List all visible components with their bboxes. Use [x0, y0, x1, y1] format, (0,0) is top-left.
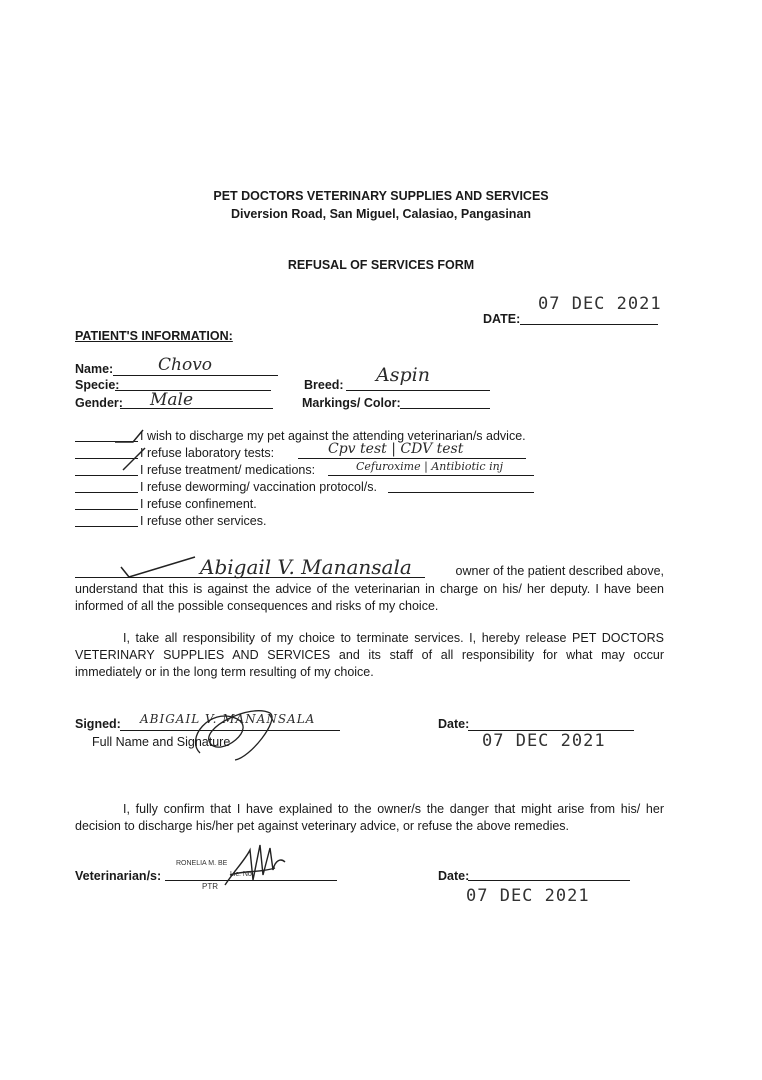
lab-tests-written: Cpv test | CDV test	[328, 441, 464, 457]
date-label: DATE:	[483, 312, 521, 326]
breed-value: Aspin	[376, 364, 430, 386]
lab-tests-line	[298, 458, 526, 459]
refusal-item-3: I refuse treatment/ medications:	[140, 463, 316, 477]
veterinarian-label: Veterinarian/s:	[75, 869, 162, 883]
form-title: REFUSAL OF SERVICES FORM	[287, 258, 475, 272]
vet-stamp-ptr: PTR	[202, 882, 218, 891]
veterinarian-signature-icon	[215, 840, 290, 895]
treatment-line	[328, 475, 534, 476]
breed-label: Breed:	[304, 378, 344, 392]
signed-date-value: 07 DEC 2021	[482, 731, 606, 751]
treatment-written: Cefuroxime | Antibiotic inj	[356, 460, 504, 473]
refusal-item-5: I refuse confinement.	[140, 497, 257, 511]
check-marks	[95, 426, 155, 481]
company-name: PET DOCTORS VETERINARY SUPPLIES AND SERVICES	[213, 189, 549, 203]
specie-label: Specie:	[75, 378, 120, 392]
owner-suffix: owner of the patient described above,	[455, 564, 664, 578]
vet-date-label: Date:	[438, 869, 470, 883]
patient-section-title: PATIENT'S INFORMATION:	[75, 329, 233, 343]
date-value: 07 DEC 2021	[538, 294, 662, 314]
gender-label: Gender:	[75, 396, 123, 410]
vet-date-line	[468, 880, 630, 881]
name-value: Chovo	[158, 355, 213, 375]
owner-signature-icon	[180, 698, 290, 768]
refusal-item-2: I refuse laboratory tests:	[140, 446, 275, 460]
owner-statement-text: understand that this is against the advice of the veterinarian in charge on his/ her deputy. I have been informed of all the possible consequences and risks of my choice.	[75, 582, 664, 613]
refusal-item-4: I refuse deworming/ vaccination protocol/s.	[140, 480, 377, 494]
deworming-line	[388, 492, 534, 493]
vet-stamp-lic: Lic. No.	[230, 871, 254, 878]
signed-date-label: Date:	[438, 717, 470, 731]
refusal-blank-5	[75, 509, 138, 510]
gender-line	[120, 408, 273, 409]
company-address: Diversion Road, San Miguel, Calasiao, Pangasinan	[230, 207, 532, 221]
markings-label: Markings/ Color:	[302, 396, 401, 410]
refusal-blank-6	[75, 526, 138, 527]
owner-signature-text: ABIGAIL V. MANANSALA	[140, 712, 316, 726]
signed-label: Signed:	[75, 717, 121, 731]
refusal-blank-4	[75, 492, 138, 493]
date-line	[520, 324, 658, 325]
vet-date-value: 07 DEC 2021	[466, 886, 590, 906]
name-line	[113, 375, 278, 376]
confirmation-text: I, fully confirm that I have explained to the owner/s the danger that might arise from his/ her decision to discharge his/her pet against veterinary advice, or refuse the above remedies.	[75, 802, 664, 833]
owner-name-handwritten: Abigail V. Manansala	[200, 555, 412, 579]
responsibility-text: I, take all responsibility of my choice to terminate services. I, hereby release PET DOCTORS VETERINARY SUPPLIES AND SERVICES and its staff of all responsibility for what may occur immediately or in the long term resulting of my choice.	[75, 631, 664, 679]
refusal-item-6: I refuse other services.	[140, 514, 267, 528]
name-label: Name:	[75, 362, 114, 376]
owner-name-line	[75, 577, 425, 578]
gender-value: Male	[150, 390, 194, 410]
signed-sublabel: Full Name and Signature	[92, 735, 231, 749]
refusal-item-1: I wish to discharge my pet against the attending veterinarian/s advice.	[140, 429, 526, 443]
vet-stamp-name: RONELIA M. BE	[176, 860, 228, 867]
markings-line	[400, 408, 490, 409]
breed-line	[346, 390, 490, 391]
